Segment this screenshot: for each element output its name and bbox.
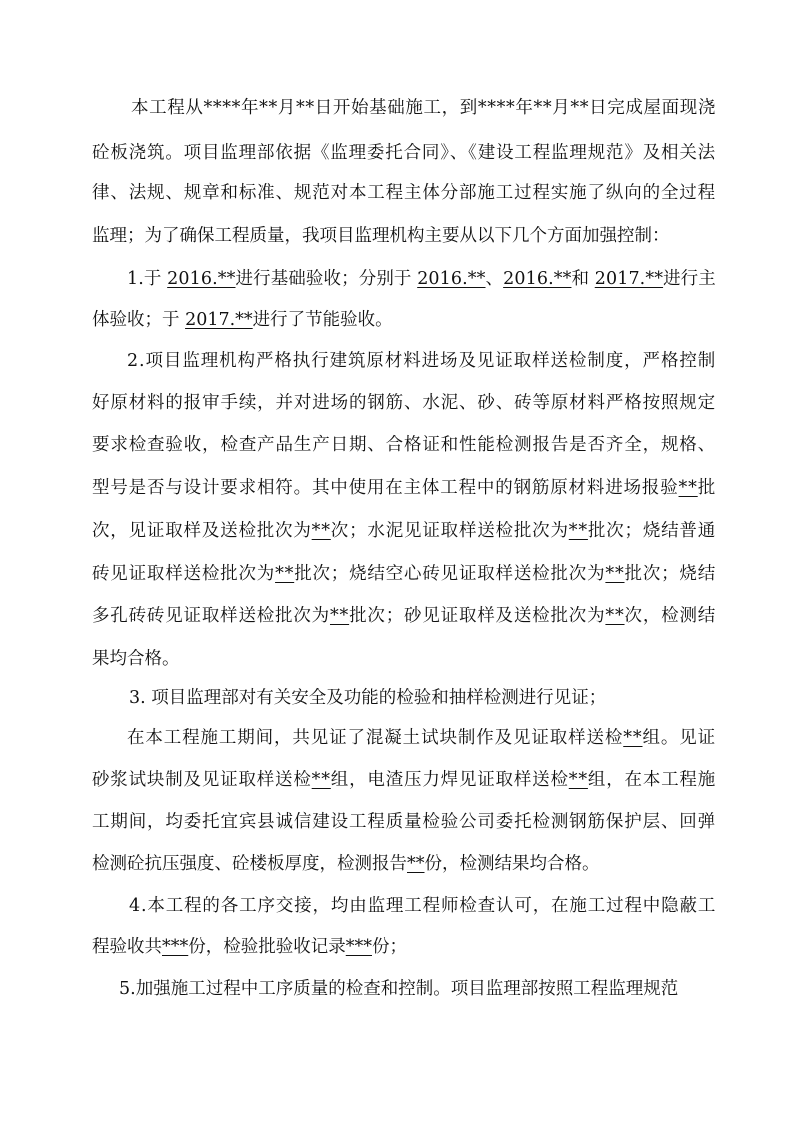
text-line: [92, 559, 716, 589]
text-run: 进行主: [663, 269, 716, 289]
placeholder-value: 2017.**: [185, 310, 253, 330]
text-run: 1.于: [127, 269, 168, 289]
text-run: 份，检验批验收记录: [188, 937, 346, 957]
placeholder-value: **: [678, 478, 698, 498]
text-line: [131, 93, 716, 123]
text-line: [127, 346, 716, 376]
placeholder-value: **: [329, 606, 350, 626]
text-run: 批次；烧结空心砖见证取样送检批次为: [294, 564, 606, 584]
text-line: [92, 807, 716, 837]
text-run: 次，见证取样及送检批次为: [92, 521, 312, 541]
text-run: 批: [697, 478, 717, 498]
placeholder-value: 2017.**: [594, 269, 664, 289]
placeholder-value: **: [605, 564, 625, 584]
text-run: 本工程从****年**月**日开始基础施工，到****年**月**日完成屋面现浇: [131, 98, 716, 118]
text-line: [92, 305, 393, 335]
text-run: 律、法规、规章和标准、规范对本工程主体分部施工过程实施了纵向的全过程: [92, 183, 716, 203]
text-line: [129, 891, 716, 921]
text-run: 工期间，均委托宜宾县诚信建设工程质量检验公司委托检测钢筋保护层、回弹: [92, 812, 716, 832]
text-run: 组，电渣压力焊见证取样送检: [330, 770, 569, 790]
placeholder-value: **: [311, 770, 331, 790]
text-run: 组。见证: [642, 728, 717, 748]
text-line: [92, 516, 716, 546]
text-line: [92, 644, 180, 674]
text-run: 监理；为了确保工程质量，我项目监理机构主要从以下几个方面加强控制：: [92, 226, 670, 246]
text-line: [92, 221, 670, 251]
text-run: 型号是否与设计要求相符。其中使用在主体工程中的钢筋原材料进场报验: [92, 478, 679, 498]
placeholder-value: ***: [162, 937, 189, 957]
text-line: [92, 849, 600, 879]
text-line: [127, 723, 716, 753]
text-run: 要求检查验收，检查产品生产日期、合格证和性能检测报告是否齐全，规格、: [92, 435, 716, 455]
text-run: 批次；砂见证取样及送检批次为: [349, 606, 606, 626]
text-run: 和: [571, 269, 595, 289]
placeholder-value: 2016.**: [167, 269, 236, 289]
text-run: 次；水泥见证取样送检批次为: [330, 521, 569, 541]
text-run: 3. 项目监理部对有关安全及功能的检验和抽样检测进行见证；: [129, 688, 607, 708]
text-line: [119, 974, 678, 1004]
placeholder-value: **: [623, 728, 643, 748]
text-run: 体验收；于: [92, 310, 186, 330]
text-run: 批次；烧结普通: [587, 521, 717, 541]
text-line: [92, 765, 716, 795]
text-run: 次，检测结: [624, 606, 717, 626]
text-run: 5.加强施工过程中工序质量的检查和控制。项目监理部按照工程监理规范: [119, 979, 679, 999]
text-run: 多孔砖砖见证取样送检批次为: [92, 606, 330, 626]
text-run: 果均合格。: [92, 649, 180, 669]
text-run: 砖见证取样送检批次为: [92, 564, 276, 584]
text-run: 组，在本工程施: [587, 770, 717, 790]
text-run: 进行了节能验收。: [252, 310, 393, 330]
text-line: [129, 683, 606, 713]
text-line: [92, 473, 716, 503]
text-line: [92, 388, 716, 418]
text-line: [92, 138, 716, 168]
text-run: 份，检测结果均合格。: [424, 854, 600, 874]
text-run: 进行基础验收；分别于: [235, 269, 418, 289]
text-run: 程验收共: [92, 937, 162, 957]
text-run: 砂浆试块制及见证取样送检: [92, 770, 312, 790]
placeholder-value: **: [275, 564, 295, 584]
text-line: [92, 178, 716, 208]
text-run: 好原材料的报审手续，并对进场的钢筋、水泥、砂、砖等原材料严格按照规定: [92, 393, 716, 413]
text-line: [92, 932, 407, 962]
text-line: [127, 264, 716, 294]
text-run: 检测砼抗压强度、砼楼板厚度，检测报告: [92, 854, 407, 874]
placeholder-value: 2016.**: [417, 269, 486, 289]
placeholder-value: 2016.**: [503, 269, 572, 289]
text-line: [92, 430, 716, 460]
placeholder-value: **: [568, 770, 588, 790]
placeholder-value: **: [605, 606, 625, 626]
text-run: 份；: [372, 937, 407, 957]
placeholder-value: **: [568, 521, 588, 541]
text-run: 砼板浇筑。项目监理部依据《监理委托合同》、《建设工程监理规范》及相关法: [92, 143, 717, 163]
text-run: 、: [485, 269, 504, 289]
text-line: [92, 601, 716, 631]
text-run: 2.项目监理机构严格执行建筑原材料进场及见证取样送检制度，严格控制: [127, 351, 717, 371]
text-run: 批次；烧结: [624, 564, 717, 584]
placeholder-value: **: [311, 521, 331, 541]
text-run: 在本工程施工期间，共见证了混凝土试块制作及见证取样送检: [127, 728, 624, 748]
placeholder-value: ***: [345, 937, 372, 957]
text-run: 4.本工程的各工序交接，均由监理工程师检查认可，在施工过程中隐蔽工: [129, 896, 717, 916]
placeholder-value: **: [407, 854, 425, 874]
